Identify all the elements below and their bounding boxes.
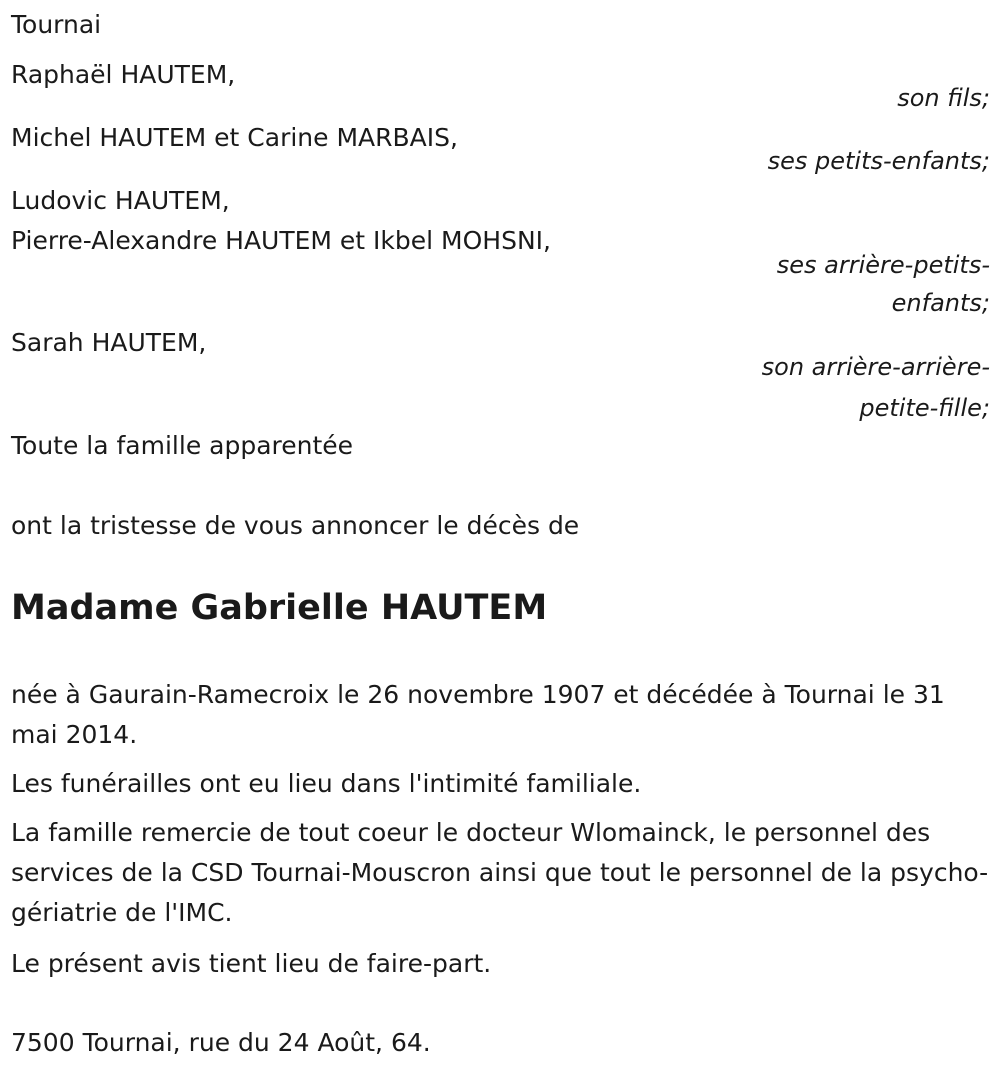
relation-grandchildren: ses petits-enfants; — [767, 147, 990, 175]
thanks-paragraph: La famille remercie de tout coeur le docteur Wlomainck, le personnel des services de la CSD Tournai-Mouscron ainsi que tout le personnel de la psycho-gériatrie de l'IMC. — [11, 818, 989, 927]
announcement-text: ont la tristesse de vous annoncer le décès de — [11, 511, 580, 540]
family-name-great-great-grandchild: Sarah HAUTEM, — [11, 328, 207, 357]
family-name-great-grandchild-1: Ludovic HAUTEM, — [11, 186, 230, 215]
relation-son: son fils; — [897, 84, 990, 112]
extended-family: Toute la famille apparentée — [11, 431, 354, 460]
birth-death-paragraph: née à Gaurain-Ramecroix le 26 novembre 1907 et décédée à Tournai le 31 mai 2014. — [11, 680, 945, 749]
deceased-name: Madame Gabrielle HAUTEM — [11, 588, 548, 628]
funeral-paragraph: Les funérailles ont eu lieu dans l'intimité familiale. — [11, 769, 642, 798]
family-name-son: Raphaël HAUTEM, — [11, 60, 236, 89]
notice-paragraph: Le présent avis tient lieu de faire-part. — [11, 949, 492, 978]
relation-great-grandchildren-line1: ses arrière-petits- — [776, 251, 990, 279]
city-heading: Tournai — [11, 10, 102, 39]
relation-great-great-grandchild-line2: petite-fille; — [859, 394, 990, 422]
family-name-great-grandchild-2: Pierre-Alexandre HAUTEM et Ikbel MOHSNI, — [11, 226, 551, 255]
family-name-grandchildren: Michel HAUTEM et Carine MARBAIS, — [11, 123, 458, 152]
relation-great-grandchildren-line2: enfants; — [891, 289, 990, 317]
address: 7500 Tournai, rue du 24 Août, 64. — [11, 1028, 431, 1057]
relation-great-great-grandchild-line1: son arrière-arrière- — [761, 353, 990, 381]
